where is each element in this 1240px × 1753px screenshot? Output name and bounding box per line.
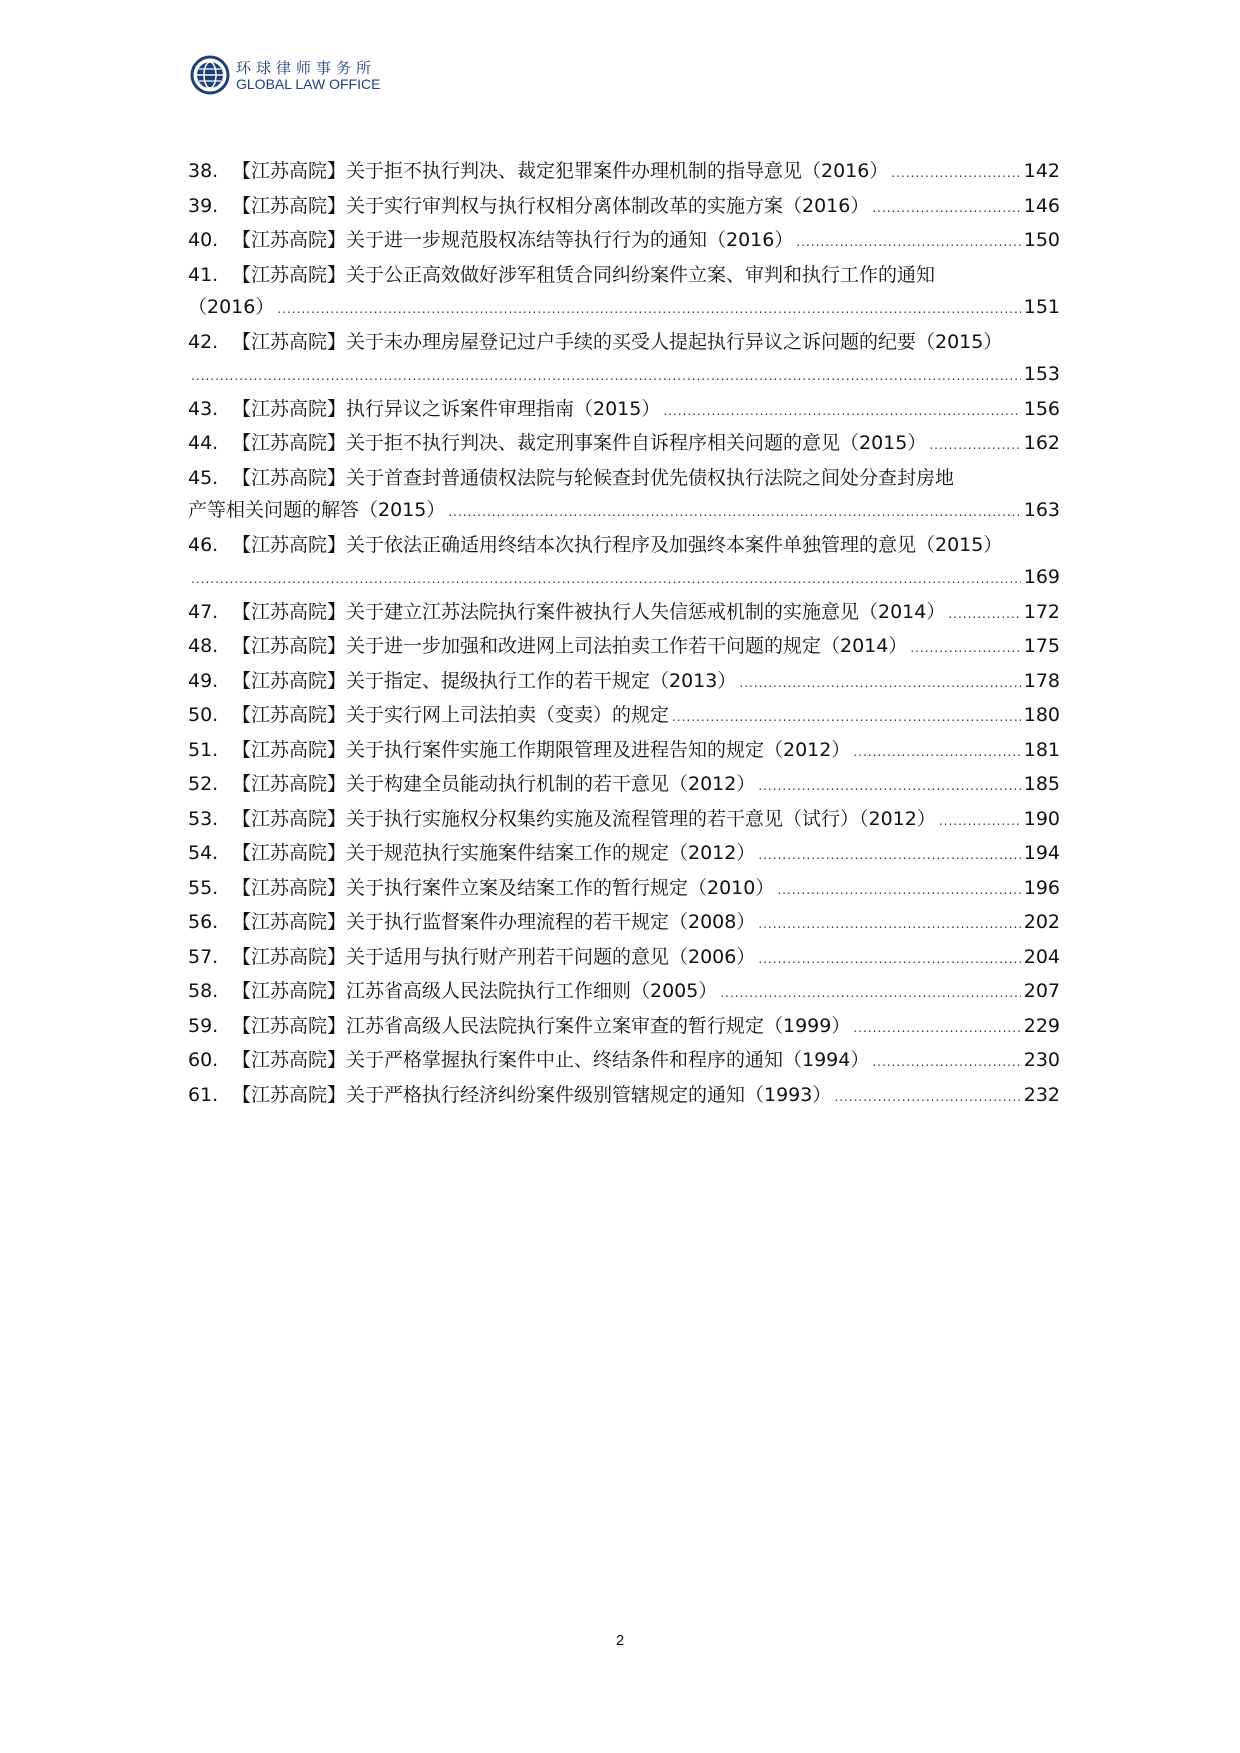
dot-leader [853,1012,1020,1045]
globe-icon [190,55,230,95]
table-of-contents [188,155,1060,1113]
toc-entry[interactable] [188,393,1060,428]
dot-leader [191,360,1021,393]
toc-entry-title: 【江苏高院】关于执行案件实施工作期限管理及进程告知的规定（2012） [232,738,851,761]
toc-entry-title: 【江苏高院】关于拒不执行判决、裁定刑事案件自诉程序相关问题的意见（2015） [232,432,927,454]
logo-english-name: GLOBAL LAW OFFICE [236,76,381,92]
toc-entry-title: 【江苏高院】关于进一步规范股权冻结等执行行为的通知（2016） [232,229,794,251]
toc-entry-page: 230 [1023,1049,1060,1071]
toc-entry-number: 43. [188,397,219,420]
toc-entry[interactable] [188,224,1060,259]
toc-entry-page: 194 [1023,842,1060,864]
toc-entry[interactable] [188,906,1060,941]
toc-entry-page: 185 [1023,773,1060,795]
toc-entry-page: 142 [1023,160,1060,182]
dot-leader [796,226,1020,259]
toc-entry[interactable] [188,1044,1060,1079]
toc-entry-number: 54. [188,842,219,864]
dot-leader [939,805,1021,838]
dot-leader [448,496,1020,529]
toc-entry-title: 【江苏高院】关于严格掌握执行案件中止、终结条件和程序的通知（1994） [232,1049,870,1071]
toc-entry-title: 【江苏高院】关于适用与执行财产刑若干问题的意见（2006） [232,945,756,968]
toc-entry[interactable] [188,1010,1060,1045]
dot-leader [758,943,1020,976]
toc-entry-number: 52. [188,773,219,795]
toc-entry-page: 162 [1023,432,1060,454]
toc-entry-page: 150 [1023,229,1060,251]
toc-entry-number: 57. [188,945,219,968]
toc-entry-number: 49. [188,669,219,692]
toc-entry[interactable] [188,596,1060,631]
toc-entry-number: 51. [188,738,219,761]
toc-entry[interactable] [188,259,1060,326]
toc-entry-number: 41. [188,263,219,286]
toc-entry-title: 【江苏高院】执行异议之诉案件审理指南（2015） [232,397,661,420]
toc-entry-page: 181 [1023,738,1060,761]
toc-entry-title: 【江苏高院】关于严格执行经济纠纷案件级别管辖规定的通知（1993） [232,1083,832,1106]
toc-entry-page: 151 [1023,296,1060,318]
dot-leader [777,874,1020,907]
toc-entry-page: 153 [1023,363,1060,385]
toc-entry-title: 【江苏高院】关于拒不执行判决、裁定犯罪案件办理机制的指导意见（2016） [232,160,889,182]
toc-entry-page: 190 [1023,807,1060,830]
toc-entry-page: 180 [1023,704,1060,726]
toc-entry-title: 【江苏高院】关于依法正确适用终结本次执行程序及加强终本案件单独管理的意见（2015） [232,533,1003,556]
toc-entry-number: 53. [188,807,219,830]
toc-entry-title: 【江苏高院】关于实行网上司法拍卖（变卖）的规定 [232,704,670,726]
dot-leader [853,736,1020,769]
toc-entry[interactable] [188,768,1060,803]
dot-leader [672,701,1021,734]
toc-entry-page: 156 [1023,397,1060,420]
dot-leader [910,632,1020,665]
toc-entry-number: 42. [188,330,219,353]
toc-entry-page: 229 [1023,1014,1060,1037]
toc-entry-title: 【江苏高院】关于实行审判权与执行权相分离体制改革的实施方案（2016） [232,194,870,217]
toc-entry-page: 204 [1023,945,1060,968]
page-number: 2 [615,1632,625,1649]
toc-entry[interactable] [188,190,1060,225]
toc-entry[interactable] [188,941,1060,976]
toc-entry-page: 169 [1023,566,1060,588]
toc-entry-number: 50. [188,704,219,726]
toc-entry-title: 【江苏高院】关于指定、提级执行工作的若干规定（2013） [232,669,737,692]
toc-entry-page: 207 [1023,980,1060,1002]
toc-entry-number: 40. [188,229,219,251]
toc-entry[interactable] [188,462,1060,529]
toc-entry-number: 55. [188,876,219,899]
toc-entry-number: 44. [188,432,219,454]
toc-entry[interactable] [188,665,1060,700]
toc-entry-title: 【江苏高院】江苏省高级人民法院执行工作细则（2005） [232,980,718,1002]
toc-entry-page: 232 [1023,1083,1060,1106]
toc-entry[interactable] [188,837,1060,872]
dot-leader [891,157,1020,190]
toc-entry-page: 196 [1023,876,1060,899]
toc-entry-number: 59. [188,1014,219,1037]
toc-entry-page: 146 [1023,194,1060,217]
dot-leader [663,395,1020,428]
toc-entry-number: 56. [188,911,219,933]
toc-entry-title: 【江苏高院】关于公正高效做好涉军租赁合同纠纷案件立案、审判和执行工作的通知 [232,263,936,286]
toc-entry-title: 【江苏高院】关于进一步加强和改进网上司法拍卖工作若干问题的规定（2014） [232,635,908,657]
toc-entry-page: 163 [1023,499,1060,521]
logo-chinese-name: 环球律师事务所 [236,59,377,77]
toc-entry-number: 48. [188,635,219,657]
toc-entry-number: 39. [188,194,219,217]
dot-leader [758,839,1020,872]
toc-entry[interactable] [188,427,1060,462]
toc-entry-page: 175 [1023,635,1060,657]
toc-entry[interactable] [188,803,1060,838]
toc-entry-title: 【江苏高院】关于构建全员能动执行机制的若干意见（2012） [232,773,756,795]
toc-entry-page: 172 [1023,600,1060,623]
toc-entry[interactable] [188,630,1060,665]
toc-entry-number: 47. [188,600,219,623]
toc-entry-number: 61. [188,1083,219,1106]
dot-leader [929,429,1020,462]
toc-entry-title: 【江苏高院】江苏省高级人民法院执行案件立案审查的暂行规定（1999） [232,1014,851,1037]
toc-entry[interactable] [188,1079,1060,1114]
toc-entry-title: 【江苏高院】关于未办理房屋登记过户手续的买受人提起执行异议之诉问题的纪要（2015） [232,330,1003,353]
dot-leader [872,1046,1020,1079]
toc-entry[interactable] [188,699,1060,734]
dot-leader [834,1081,1020,1114]
dot-leader [758,908,1020,941]
toc-entry-title: 【江苏高院】关于执行监督案件办理流程的若干规定（2008） [232,911,756,933]
dot-leader [872,192,1020,225]
dot-leader [758,770,1020,803]
toc-entry-title-continued: （2016） [188,296,275,318]
dot-leader [948,598,1020,631]
toc-entry[interactable] [188,326,1060,393]
dot-leader [191,563,1021,596]
toc-entry-title: 【江苏高院】关于建立江苏法院执行案件被执行人失信惩戒机制的实施意见（2014） [232,600,946,623]
toc-entry[interactable] [188,872,1060,907]
toc-entry-number: 45. [188,466,219,489]
toc-entry-title: 【江苏高院】关于规范执行实施案件结案工作的规定（2012） [232,842,756,864]
dot-leader [739,667,1020,700]
dot-leader [277,293,1020,326]
toc-entry-page: 178 [1023,669,1060,692]
toc-entry[interactable] [188,975,1060,1010]
toc-entry-number: 60. [188,1049,219,1071]
toc-entry-number: 38. [188,160,219,182]
toc-entry-title-continued: 产等相关问题的解答（2015） [188,499,446,521]
dot-leader [720,977,1020,1010]
toc-entry-title: 【江苏高院】关于执行实施权分权集约实施及流程管理的若干意见（试行）（2012） [232,807,936,830]
toc-entry[interactable] [188,529,1060,596]
toc-entry[interactable] [188,155,1060,190]
toc-entry-number: 58. [188,980,219,1002]
law-firm-logo [190,55,450,95]
toc-entry-page: 202 [1023,911,1060,933]
toc-entry-title: 【江苏高院】关于首查封普通债权法院与轮候查封优先债权执行法院之间处分查封房地 [232,466,955,489]
toc-entry-number: 46. [188,533,219,556]
toc-entry[interactable] [188,734,1060,769]
toc-entry-title: 【江苏高院】关于执行案件立案及结案工作的暂行规定（2010） [232,876,775,899]
